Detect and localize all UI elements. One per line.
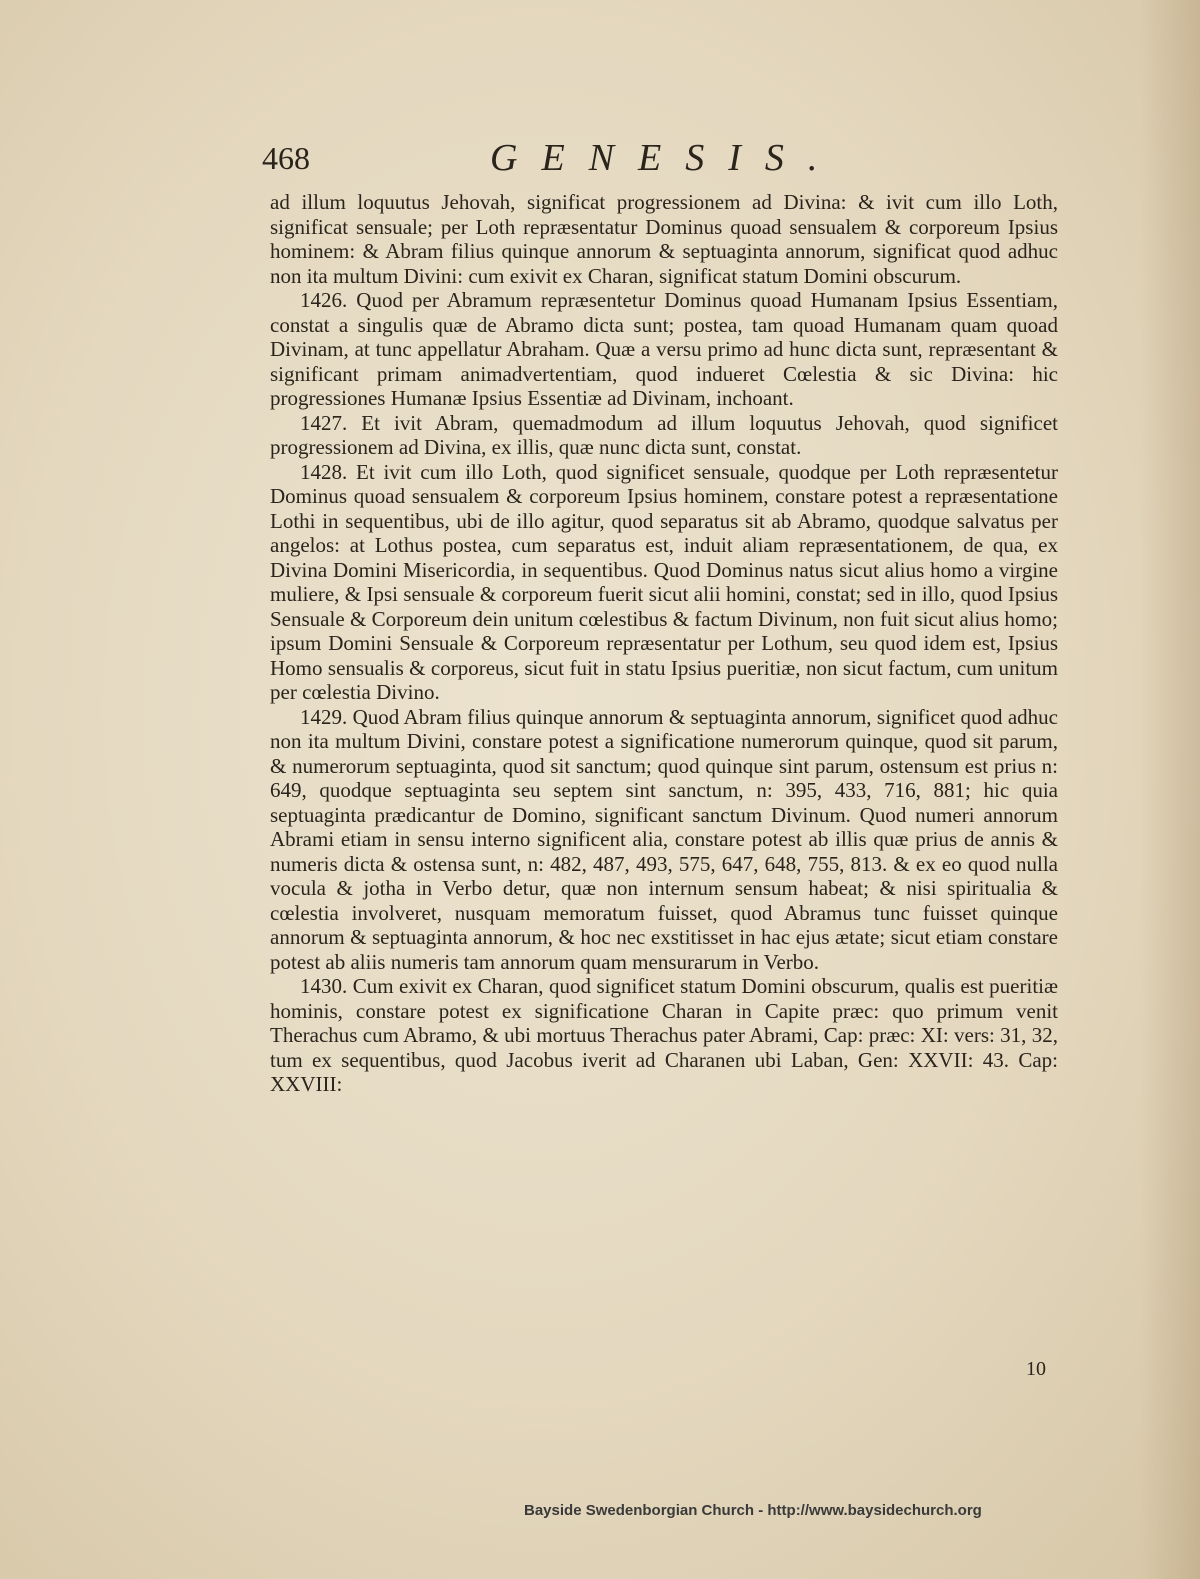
running-title: GENESIS. — [490, 137, 842, 179]
catchword: 10 — [1026, 1358, 1046, 1380]
paragraph-1428: 1428. Et ivit cum illo Loth, quod significet sensuale, quodque per Loth repræsentetur Dominus quoad sensualem & corporeum Ipsius hominem, constare potest a repræsentatione Lothi in sequentibus, ubi de illo agitur, quod separatus sit ab Abramo, quodque salvatus per angelos: at Lothus postea, cum separatus est, induit aliam repræsentationem, de qua, ex Divina Domini Misericordia, in sequentibus. Quod Dominus natus sicut alius homo a virgine muliere, & Ipsi sensuale & corporeum fuerit sicut alii homini, constat; sed in illo, quod Ipsius Sensuale & Corporeum dein unitum cœlestibus & factum Divinum, non fuit sicut alius homo; ipsum Domini Sensuale & Corporeum repræsentatur per Lothum, seu quod idem est, Ipsius Homo sensualis & corporeus, sicut fuit in statu Ipsius pueritiæ, non sicut factum, cum unitum per cœlestia Divino. — [270, 459, 1058, 704]
body-text — [270, 190, 1058, 1097]
page-number: 468 — [262, 140, 310, 176]
running-head — [262, 136, 962, 186]
paragraph-continuation: ad illum loquutus Jehovah, significat progressionem ad Divina: & ivit cum illo Loth, significat sensuale; per Loth repræsentatur Dominus quoad sensualem & corporeum Ipsius hominem: & Abram filius quinque annorum & septuaginta annorum, significat quod adhuc non ita multum Divini: cum exivit ex Charan, significat statum Domini obscurum. — [270, 190, 1058, 288]
paragraph-1426: 1426. Quod per Abramum repræsentetur Dominus quoad Humanam Ipsius Essentiam, constat a singulis quæ de Abramo dicta sunt; postea, tam quoad Humanam quam quoad Divinam, at tunc appellatur Abraham. Quæ a versu primo ad hunc dicta sunt, repræsentant & significant primam animadvertentiam, quod indueret Cœlestia & sic Divina: hic progressiones Humanæ Ipsius Essentiæ ad Divinam, inchoant. — [270, 288, 1058, 410]
paragraph-1429: 1429. Quod Abram filius quinque annorum & septuaginta annorum, significet quod adhuc non ita multum Divini, constare potest a significatione numerorum quinque, quod sit parum, & numerorum septuaginta, quod sit sanctum; quod quinque sint parum, ostensum est prius n: 649, quodque septuaginta seu septem sint sanctum, n: 395, 433, 716, 881; hic quia septuaginta prædicantur de Domino, significant sanctum Divinum. Quod numeri annorum Abrami etiam in sensu interno significent alia, constare potest ab illis quæ prius de annis & numeris dicta & ostensa sunt, n: 482, 487, 493, 575, 647, 648, 755, 813. & ex eo quod nulla vocula & jotha in Verbo detur, quæ non internum sensum habeat; & nisi spiritualia & cœlestia involveret, nusquam memoratum fuisset, quod Abramus tunc fuisset quinque annorum & septuaginta annorum, & hoc nec exstitisset in hac ejus ætate; sicut etiam constare potest ab aliis numeris tam annorum quam mensurarum in Verbo. — [270, 704, 1058, 974]
paragraph-1427: 1427. Et ivit Abram, quemadmodum ad illum loquutus Jehovah, quod significet progressionem ad Divina, ex illis, quæ nunc dicta sunt, constat. — [270, 410, 1058, 459]
paragraph-1430: 1430. Cum exivit ex Charan, quod significet statum Domini obscurum, qualis est pueritiæ hominis, constare potest ex significatione Charan in Capite præc: quo primum venit Therachus cum Abramo, & ubi mortuus Therachus pater Abrami, Cap: præc: XI: vers: 31, 32, tum ex sequentibus, quod Jacobus iverit ad Charanen ubi Laban, Gen: XXVII: 43. Cap: XXVIII: — [270, 974, 1058, 1096]
footer-credit: Bayside Swedenborgian Church - http://www.baysidechurch.org — [524, 1502, 982, 1519]
page-edge-shadow — [1140, 0, 1200, 1579]
